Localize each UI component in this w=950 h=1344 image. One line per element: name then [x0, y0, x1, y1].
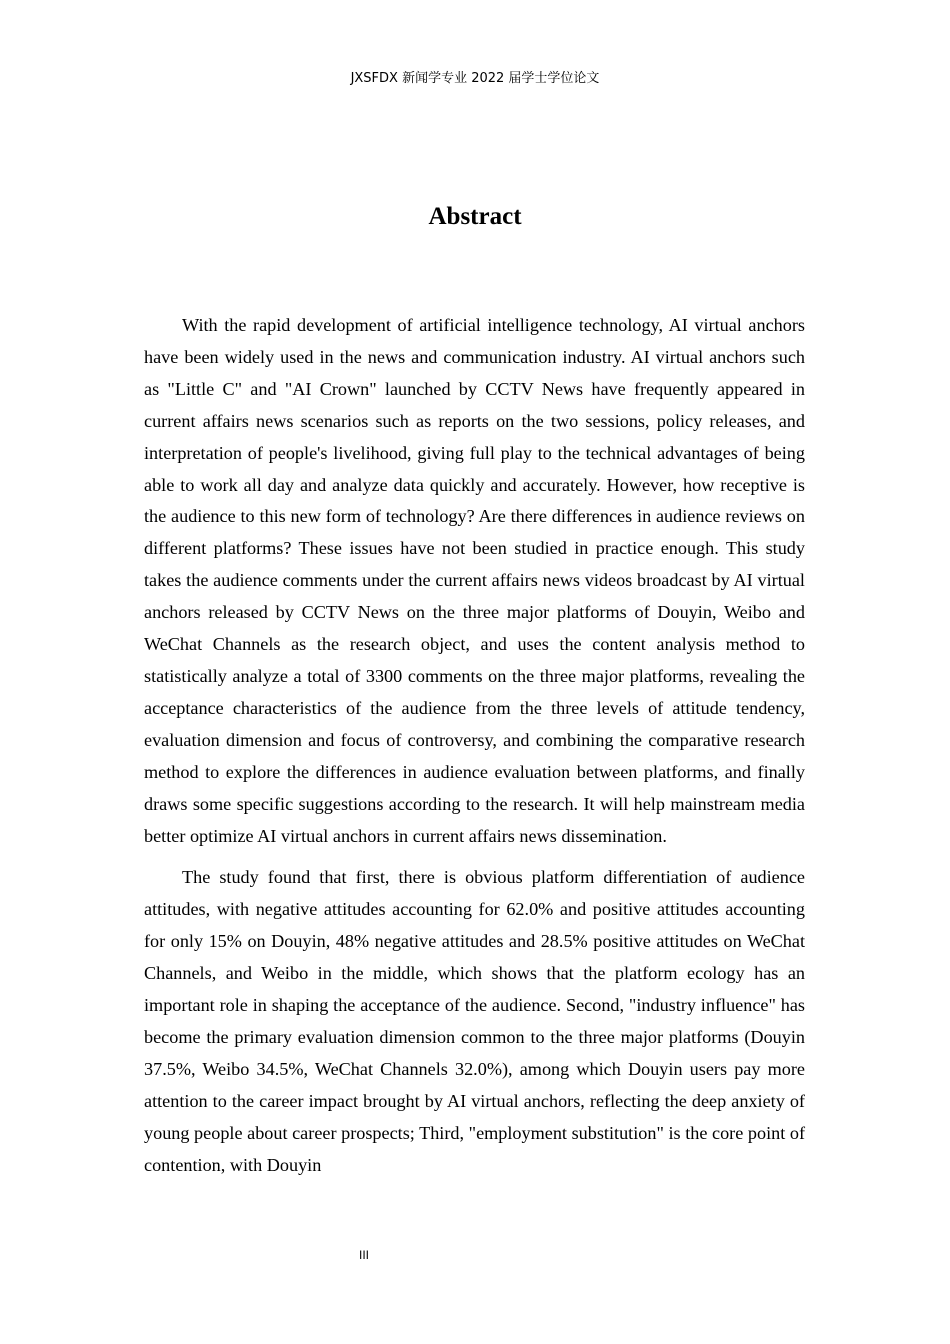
abstract-paragraph-2: The study found that first, there is obvious platform differentiation of audience attitudes, with negative attitudes accounting for 62.0% and positive attitudes accounting for only 15% on Douyin, 48% negative attitudes and 28.5% positive attitudes on WeChat Channels, and Weibo in the middle, which shows that the platform ecology has an important role in shaping the acceptance of the audience. Second, "industry influence" has become the primary evaluation dimension common to the three major platforms (Douyin 37.5%, Weibo 34.5%, WeChat Channels 32.0%), among which Douyin users pay more attention to the career impact brought by AI virtual anchors, reflecting the deep anxiety of young people about career prospects; Third, "employment substitution" is the core point of contention, with Douyin: [144, 867, 805, 1175]
abstract-paragraph-1: With the rapid development of artificial intelligence technology, AI virtual anchors have been widely used in the news and communication industry. AI virtual anchors such as "Little C" and "AI Crown" launched by CCTV News have frequently appeared in current affairs news scenarios such as reports on the two sessions, policy releases, and interpretation of people's livelihood, giving full play to the technical advantages of being able to work all day and analyze data quickly and accurately. However, how receptive is the audience to this new form of technology? Are there differences in audience reviews on different platforms? These issues have not been studied in practice enough. This study takes the audience comments under the current affairs news videos broadcast by AI virtual anchors released by CCTV News on the three major platforms of Douyin, Weibo and WeChat Channels as the research object, and uses the content analysis method to statistically analyze a total of 3300 comments on the three major platforms, revealing the acceptance characteristics of the audience from the three levels of attitude tendency, evaluation dimension and focus of controversy, and combining the comparative research method to explore the differences in audience evaluation between platforms, and finally draws some specific suggestions according to the research. It will help mainstream media better optimize AI virtual anchors in current affairs news dissemination.: [144, 315, 805, 846]
page-header: JXSFDX 新闻学专业 2022 届学士学位论文: [350, 71, 600, 86]
abstract-body: [144, 310, 805, 1191]
abstract-title: Abstract: [428, 203, 522, 230]
page-number: III: [359, 1248, 370, 1262]
